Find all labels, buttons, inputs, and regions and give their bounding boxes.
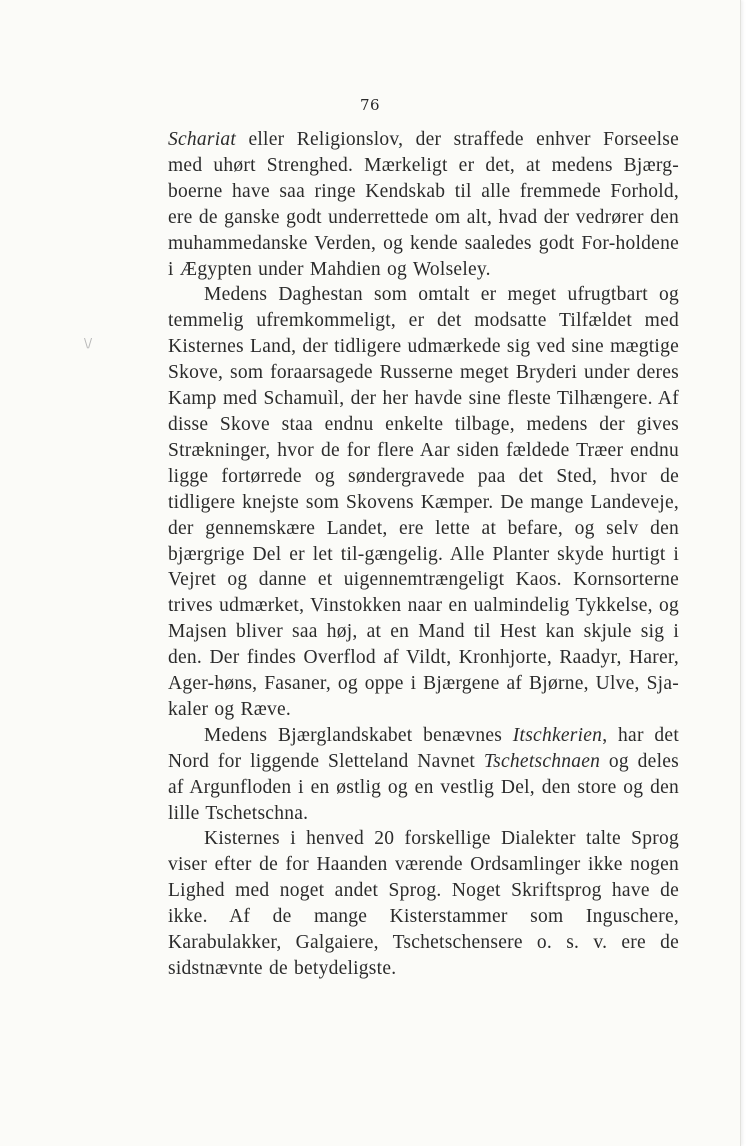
text-run: Medens Bjærglandskabet benævnes	[204, 724, 513, 746]
text-run: Medens Daghestan som omtalt er meget ufrugtbart og temmelig ufremkommeligt, er det modsatte Tilfældet med Kisternes Land, der tidligere udmærkede sig ved sine mægtige Skove, som foraarsagede Russerne meget Bryderi under deres Kamp med Schamuìl, der her havde sine fleste Tilhængere. Af disse Skove staa endnu enkelte tilbage, medens der gives Strækninger, hvor de for flere Aar siden fældede Træer endnu ligge fortørrede og søndergravede paa det Sted, hvor de tidligere knejste som Skovens Kæmper. De mange Landeveje, der gennemskære Landet, ere lette at befare, og selv den bjærgrige Del er let til-gængelig. Alle Planter skyde hurtigt i Vejret og danne et uigennemtrængeligt Kaos. Kornsorterne trives udmærket, Vinstokken naar en ualmindelig Tykkelse, og Majsen bliver saa høj, at en Mand til Hest kan skjule sig i den. Der findes Overflod af Vildt, Kronhjorte, Raadyr, Harer, Ager-høns, Fasaner, og oppe i Bjærgene af Bjørne, Ulve, Sja-kaler og Ræve.	[168, 284, 679, 720]
text-run: , har det Nord for liggende Sletteland Navnet	[168, 724, 679, 772]
page-number: 76	[359, 96, 381, 114]
paragraph	[168, 127, 679, 282]
scan-mark: \/	[84, 336, 93, 350]
body-text	[168, 127, 679, 982]
italic-term: Itschkerien	[512, 724, 603, 746]
paragraph	[168, 723, 679, 827]
paragraph	[168, 282, 679, 722]
italic-term: Schariat	[168, 129, 237, 150]
text-run: eller Religionslov, der straffede enhver Forseelse med uhørt Strenghed. Mærkeligt er det, at medens Bjærg-boerne have saa ringe Kendskab til alle fremmede Forhold, ere de ganske godt underrettede om alt, hvad der vedrører den muhammedanske Verden, og kende saaledes godt For-holdene i Ægypten under Mahdien og Wolseley.	[168, 129, 679, 280]
italic-term: Tschetschnaen	[483, 750, 601, 772]
text-run: Kisternes i henved 20 forskellige Dialekter talte Sprog viser efter de for Haanden værende Ordsamlinger ikke nogen Lighed med noget andet Sprog. Noget Skriftsprog have de ikke. Af de mange Kisterstammer som Inguschere, Karabulakker, Galgaiere, Tschetschensere o. s. v. ere de sidstnævnte de betydeligste.	[168, 828, 679, 979]
paragraph	[168, 826, 679, 981]
text-run: og deles af Argunfloden i en østlig og en vestlig Del, den store og den lille Tschetschna.	[168, 750, 679, 824]
